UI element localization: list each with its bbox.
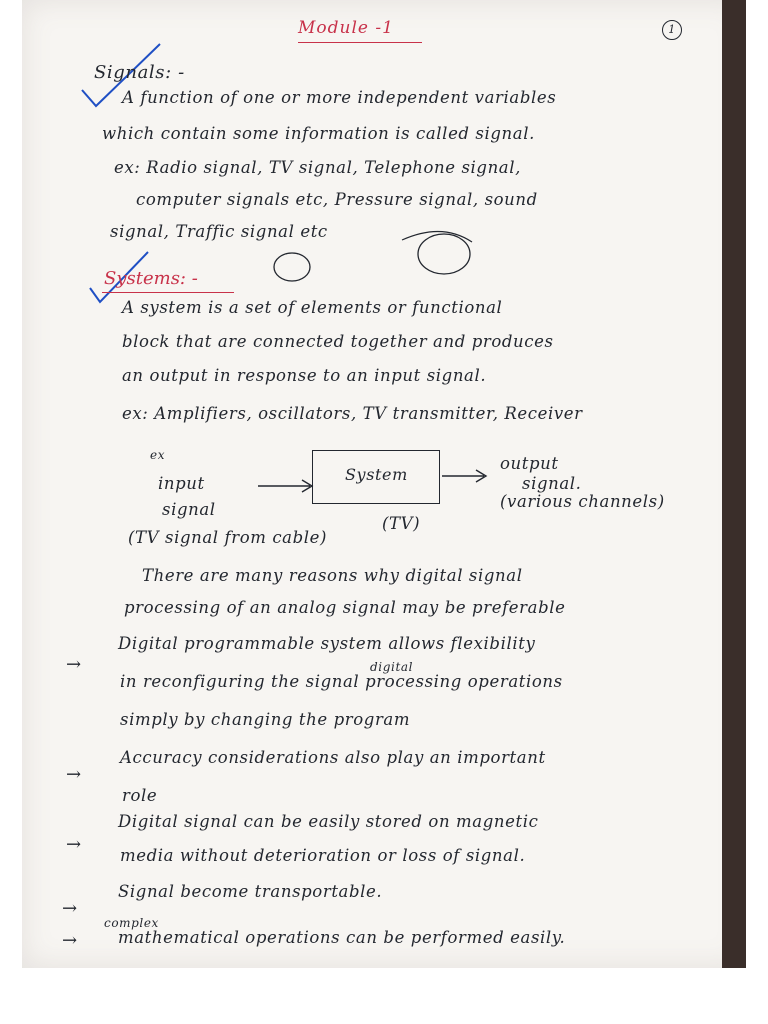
- bullet-2-line-1: Accuracy considerations also play an important: [120, 748, 546, 767]
- bullet-arrow-icon: →: [62, 898, 78, 919]
- output-label-1: output: [500, 454, 559, 473]
- input-label-1: input: [158, 474, 205, 493]
- output-arrow: [440, 466, 492, 486]
- bullet-1-line-2: in reconfiguring the signal processing operations: [120, 672, 563, 691]
- systems-line-4: ex: Amplifiers, oscillators, TV transmitter, Receiver: [122, 404, 583, 423]
- bullet-3-line-2: media without deterioration or loss of signal.: [120, 846, 526, 865]
- doodle-loops: [262, 222, 482, 292]
- systems-line-1: A system is a set of elements or functional: [122, 298, 503, 317]
- signals-line-2: which contain some information is called signal.: [102, 124, 535, 143]
- signals-line-3: ex: Radio signal, TV signal, Telephone signal,: [114, 158, 521, 177]
- bullet-1-line-1: Digital programmable system allows flexibility: [118, 634, 536, 653]
- system-sub-label: (TV): [382, 514, 421, 533]
- output-label-2: signal.: [522, 474, 582, 493]
- diagram-ex-label: ex: [150, 448, 166, 462]
- reasons-intro-1: There are many reasons why digital signal: [142, 566, 523, 585]
- page-title: Module -1: [298, 18, 394, 38]
- system-block-label: System: [345, 465, 408, 484]
- bullet-3-line-1: Digital signal can be easily stored on magnetic: [118, 812, 539, 831]
- bullet-arrow-icon: →: [66, 764, 82, 785]
- input-arrow: [256, 476, 316, 496]
- bullet-4-line-1: Signal become transportable.: [118, 882, 383, 901]
- systems-line-3: an output in response to an input signal.: [122, 366, 487, 385]
- bullet-arrow-icon: →: [66, 834, 82, 855]
- systems-underline: [102, 292, 234, 293]
- notebook-page: [22, 0, 746, 968]
- bullet-arrow-icon: →: [62, 930, 78, 951]
- title-underline: [298, 42, 422, 43]
- bullet-1-insert: digital: [370, 660, 414, 674]
- page-number: 1: [662, 20, 682, 40]
- bullet-arrow-icon: →: [66, 654, 82, 675]
- signals-line-4: computer signals etc, Pressure signal, sound: [136, 190, 538, 209]
- reasons-intro-2: processing of an analog signal may be preferable: [124, 598, 566, 617]
- systems-line-2: block that are connected together and produces: [122, 332, 554, 351]
- bullet-5-insert: complex: [104, 916, 159, 930]
- bullet-1-line-3: simply by changing the program: [120, 710, 411, 729]
- signals-heading: Signals: -: [94, 62, 185, 83]
- notebook-binding-edge: [722, 0, 746, 968]
- system-block: [312, 450, 440, 504]
- signals-line-1: A function of one or more independent variables: [122, 88, 557, 107]
- signals-line-5: signal, Traffic signal etc: [110, 222, 328, 241]
- input-label-2: signal: [162, 500, 216, 519]
- systems-heading: Systems: -: [104, 268, 198, 289]
- input-note: (TV signal from cable): [128, 528, 328, 547]
- bullet-2-line-2: role: [122, 786, 158, 805]
- bullet-5-line-1: mathematical operations can be performed easily.: [118, 928, 566, 947]
- output-note: (various channels): [500, 492, 665, 511]
